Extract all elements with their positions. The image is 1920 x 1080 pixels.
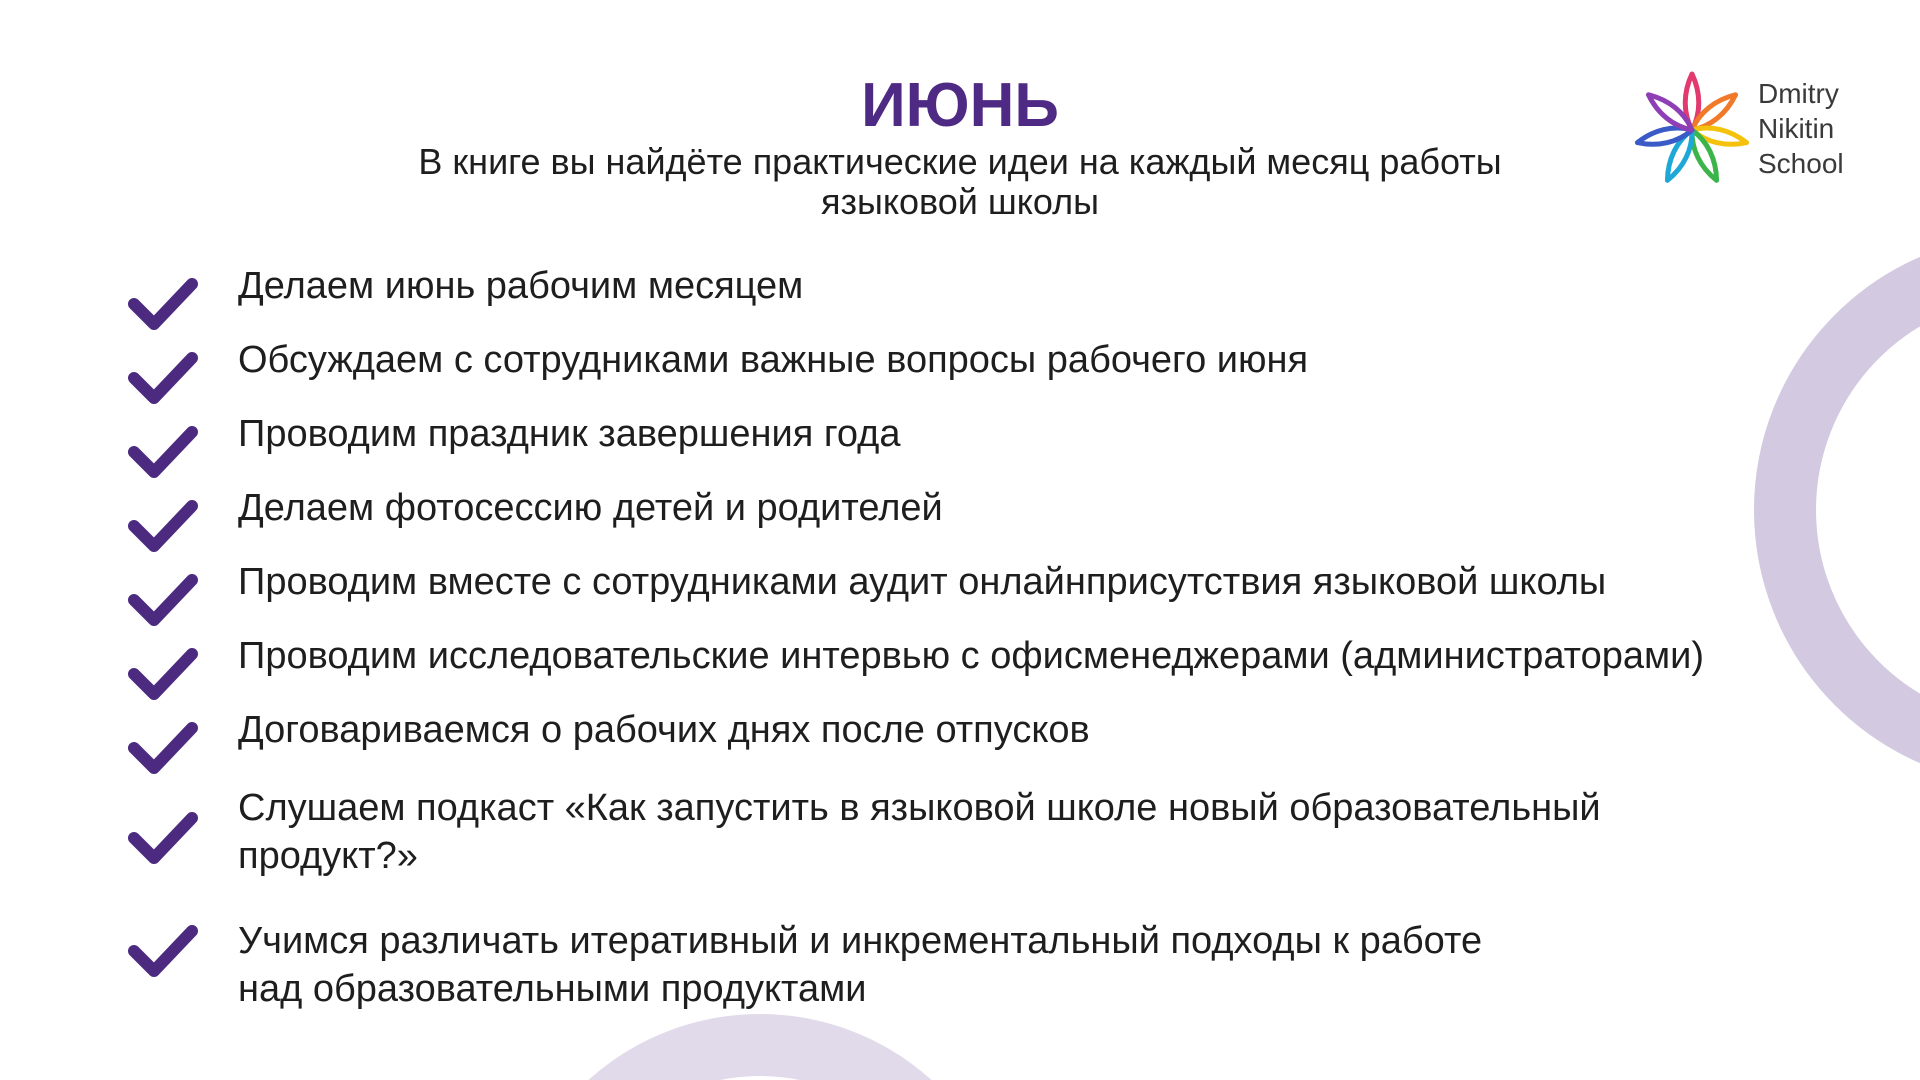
subtitle-line-1: В книге вы найдёте практические идеи на каждый месяц работы — [418, 141, 1502, 182]
list-item-line: Проводим исследовательские интервью с офисменеджерами (администраторами) — [238, 635, 1705, 677]
list-item-line: Проводим вместе с сотрудниками аудит онлайнприсутствия языковой школы — [238, 561, 1607, 603]
list-item-line: Делаем июнь рабочим месяцем — [238, 265, 804, 307]
checkmark-icon — [126, 274, 200, 334]
list-item-line: Учимся различать итеративный и инкрементальный подходы к работе — [238, 920, 1483, 962]
page-title: ИЮНЬ — [861, 71, 1059, 140]
logo-line-1: Dmitry — [1758, 78, 1839, 109]
checkmark-icon — [126, 496, 200, 556]
list-item-line: Делаем фотосессию детей и родителей — [238, 487, 943, 529]
logo-line-3: School — [1758, 148, 1844, 179]
checkmark-icon — [126, 348, 200, 408]
list-item-text — [238, 558, 1838, 606]
checkmark-icon — [126, 644, 200, 704]
list-item-line: Слушаем подкаст «Как запустить в языковой школе новый образовательный — [238, 787, 1601, 829]
list-item-text — [238, 784, 1838, 880]
checkmark-icon — [126, 921, 200, 981]
checkmark-icon — [126, 718, 200, 778]
checkmark-icon — [126, 570, 200, 630]
list-item-text — [238, 410, 1838, 458]
list-item-text — [238, 706, 1838, 754]
list-item-line: продукт?» — [238, 835, 418, 877]
logo-line-2: Nikitin — [1758, 113, 1835, 144]
list-item-line: Проводим праздник завершения года — [238, 413, 901, 455]
list-item-text — [238, 262, 1838, 310]
list-item-line: Обсуждаем с сотрудниками важные вопросы рабочего июня — [238, 339, 1309, 381]
subtitle-line-2: языковой школы — [820, 181, 1100, 222]
list-item-text — [238, 632, 1838, 680]
list-item-text — [238, 336, 1838, 384]
list-item-text — [238, 484, 1838, 532]
list-item-line: над образовательными продуктами — [238, 968, 867, 1010]
list-item-text — [238, 917, 1838, 1013]
checkmark-icon — [126, 422, 200, 482]
list-item-line: Договариваемся о рабочих днях после отпусков — [238, 709, 1090, 751]
checkmark-icon — [126, 808, 200, 868]
